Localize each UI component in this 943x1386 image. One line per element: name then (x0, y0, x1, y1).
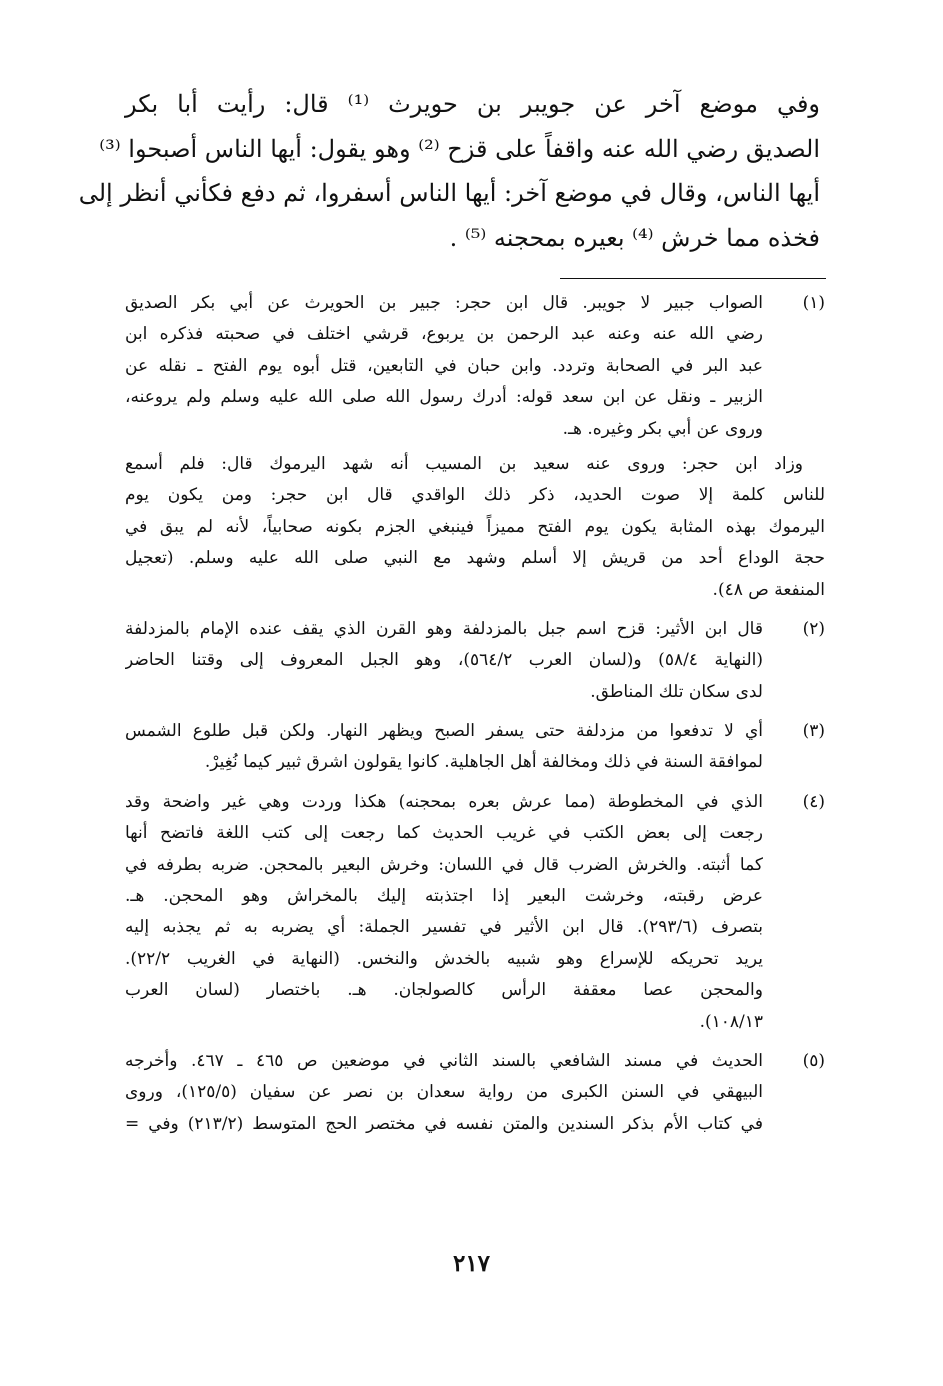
footnote-number: (٢) (802, 618, 825, 639)
footnote-line: رضي الله عنه وعنه عبد الرحمن بن يربوع، قرشي اختلف في صحبته فذكره ابن (125, 324, 763, 345)
main-text-line: أيها الناس، وقال في موضع آخر: أيها الناس أسفروا، ثم دفع فكأني أنظر إلى (78, 179, 820, 207)
footnote-body (125, 787, 763, 1038)
footnote-number: (٣) (802, 721, 825, 742)
footnote-number: (١) (802, 293, 825, 313)
footnote-4 (125, 787, 825, 1038)
footnote-line: الصواب جبير لا جويبر. قال ابن حجر: جبير بن الحويرث عن أبي بكر الصديق (125, 293, 763, 313)
footnote-line: عرض رقبته، وخرشت البعير إذا اجتذبته إليك بالمخراش وهو المحجن. هـ. (125, 886, 763, 907)
footnote-line: وزاد ابن حجر: وروى عنه سعيد بن المسيب أنه شهد اليرموك قال: فلم أسمع (125, 453, 803, 474)
footnote-2 (125, 614, 825, 708)
footnote-line: كما أثبته. والخرش الضرب قال في اللسان: وخرش البعير بالمحجن. ضربه بطرفه في (125, 854, 763, 875)
footnote-line: ١٠٨/١٣). (699, 1011, 763, 1032)
footnote-line: والمحجن عصا معقفة الرأس كالصولجان. هـ. باختصار (لسان العرب (125, 980, 763, 1001)
footnote-line: قال ابن الأثير: قزح اسم جبل بالمزدلفة وهو القرن الذي يقف عنده الإمام بالمزدلفة (125, 618, 763, 639)
footnote-line: أي لا تدفعوا من مزدلفة حتى يسفر الصبح ويظهر النهار. ولكن قبل طلوع الشمس (125, 721, 763, 742)
footnote-line: رجعت إلى بعض الكتب في غريب الحديث كما رجعت إلى كتب اللغة فاتضح أنها (125, 823, 763, 844)
footnote-line: للناس كلمة إلا صوت الحديد، ذكر ذلك الواقدي قال ابن حجر: ومن يكون يوم (125, 485, 825, 506)
footnote-line: الزبير ـ ونقل عن ابن سعد قوله: أدرك رسول الله صلى الله عليه وسلم ولم يروعنه، (125, 387, 763, 408)
footnote-line: يريد تحريكه للإسراع وهو شبيه بالخدش والنخس. (النهاية في الغريب ٢٢/٢). (125, 948, 763, 969)
footnote-body (125, 449, 825, 606)
main-text (78, 82, 821, 260)
footnote-body (125, 614, 763, 708)
footnote-body (125, 716, 763, 779)
footnote-body (125, 1046, 763, 1140)
footnote-line: حجة الوداع أحد من قريش إلا أسلم وشهد مع النبي صلى الله عليه وسلم. (تعجيل (125, 548, 825, 569)
main-text-line: وفي موضع آخر عن جويبر بن حويرث ⁽¹⁾ قال: رأيت أبا بكر (125, 90, 821, 118)
footnote-line: البيهقي في السنن الكبرى من رواية سعدان بن نصر عن سفيان (١٢٥/٥)، وروى (125, 1082, 763, 1103)
footnote-line: عبد البر في الصحابة وتردد. وابن حبان في التابعين، قتل أبوه يوم الفتح ـ نقله عن (125, 355, 763, 376)
footnote-number: (٥) (802, 1050, 825, 1071)
footnote-line: اليرموك بهذه المثابة يكون يوم الفتح مميزاً فينبغي الجزم بكونه صحابياً، لأنه لم يبق في (125, 516, 825, 537)
footnote-3 (125, 716, 825, 779)
page-number: ٢١٧ (452, 1250, 491, 1277)
footnote-line: في كتاب الأم بذكر السندين والمتن نفسه في مختصر الحج المتوسط (٢١٣/٢) وفي = (125, 1113, 763, 1134)
footnote-body (125, 288, 763, 445)
footnote-line: لدى سكان تلك المناطق. (590, 681, 763, 702)
footnote-number: (٤) (802, 791, 825, 812)
main-text-line: الصديق رضي الله عنه واقفاً على قزح ⁽²⁾ وهو يقول: أيها الناس أصبحوا ⁽³⁾ (99, 134, 820, 163)
footnote-line: لموافقة السنة في ذلك ومخالفة أهل الجاهلية. كانوا يقولون اشرق ثبير كيما نُغِيرْ. (204, 752, 763, 773)
footnote-line: بتصرف (٢٩٣/٦). قال ابن الأثير في تفسير الجملة: أي يضربه به ثم يجذبه إليه (125, 917, 763, 938)
footnote-line: المنفعة ص ٤٨). (712, 579, 825, 600)
footnote-line: وروى عن أبي بكر وغيره. هـ. (562, 418, 763, 439)
main-text-line: فخذه مما خرش ⁽⁴⁾ بعيره بمحجنه ⁽⁵⁾ . (449, 223, 820, 252)
footnote-line: الذي في المخطوطة (مما عرش بعره بمحجنه) هكذا وردت وهي غير واضحة وقد (125, 791, 763, 812)
footnote-line: الحديث في مسند الشافعي بالسند الثاني في موضعين ص ٤٦٥ ـ ٤٦٧. وأخرجه (125, 1050, 763, 1071)
footnote-1-continued (125, 449, 825, 606)
footnote-separator (560, 278, 826, 279)
footnote-line: (النهاية ٥٨/٤) و(لسان العرب ٥٦٤/٢)، وهو الجبل المعروف إلى وقتنا الحاضر (125, 650, 763, 671)
footnote-5 (125, 1046, 825, 1140)
footnote-1 (125, 288, 825, 445)
footnotes (125, 288, 825, 1140)
